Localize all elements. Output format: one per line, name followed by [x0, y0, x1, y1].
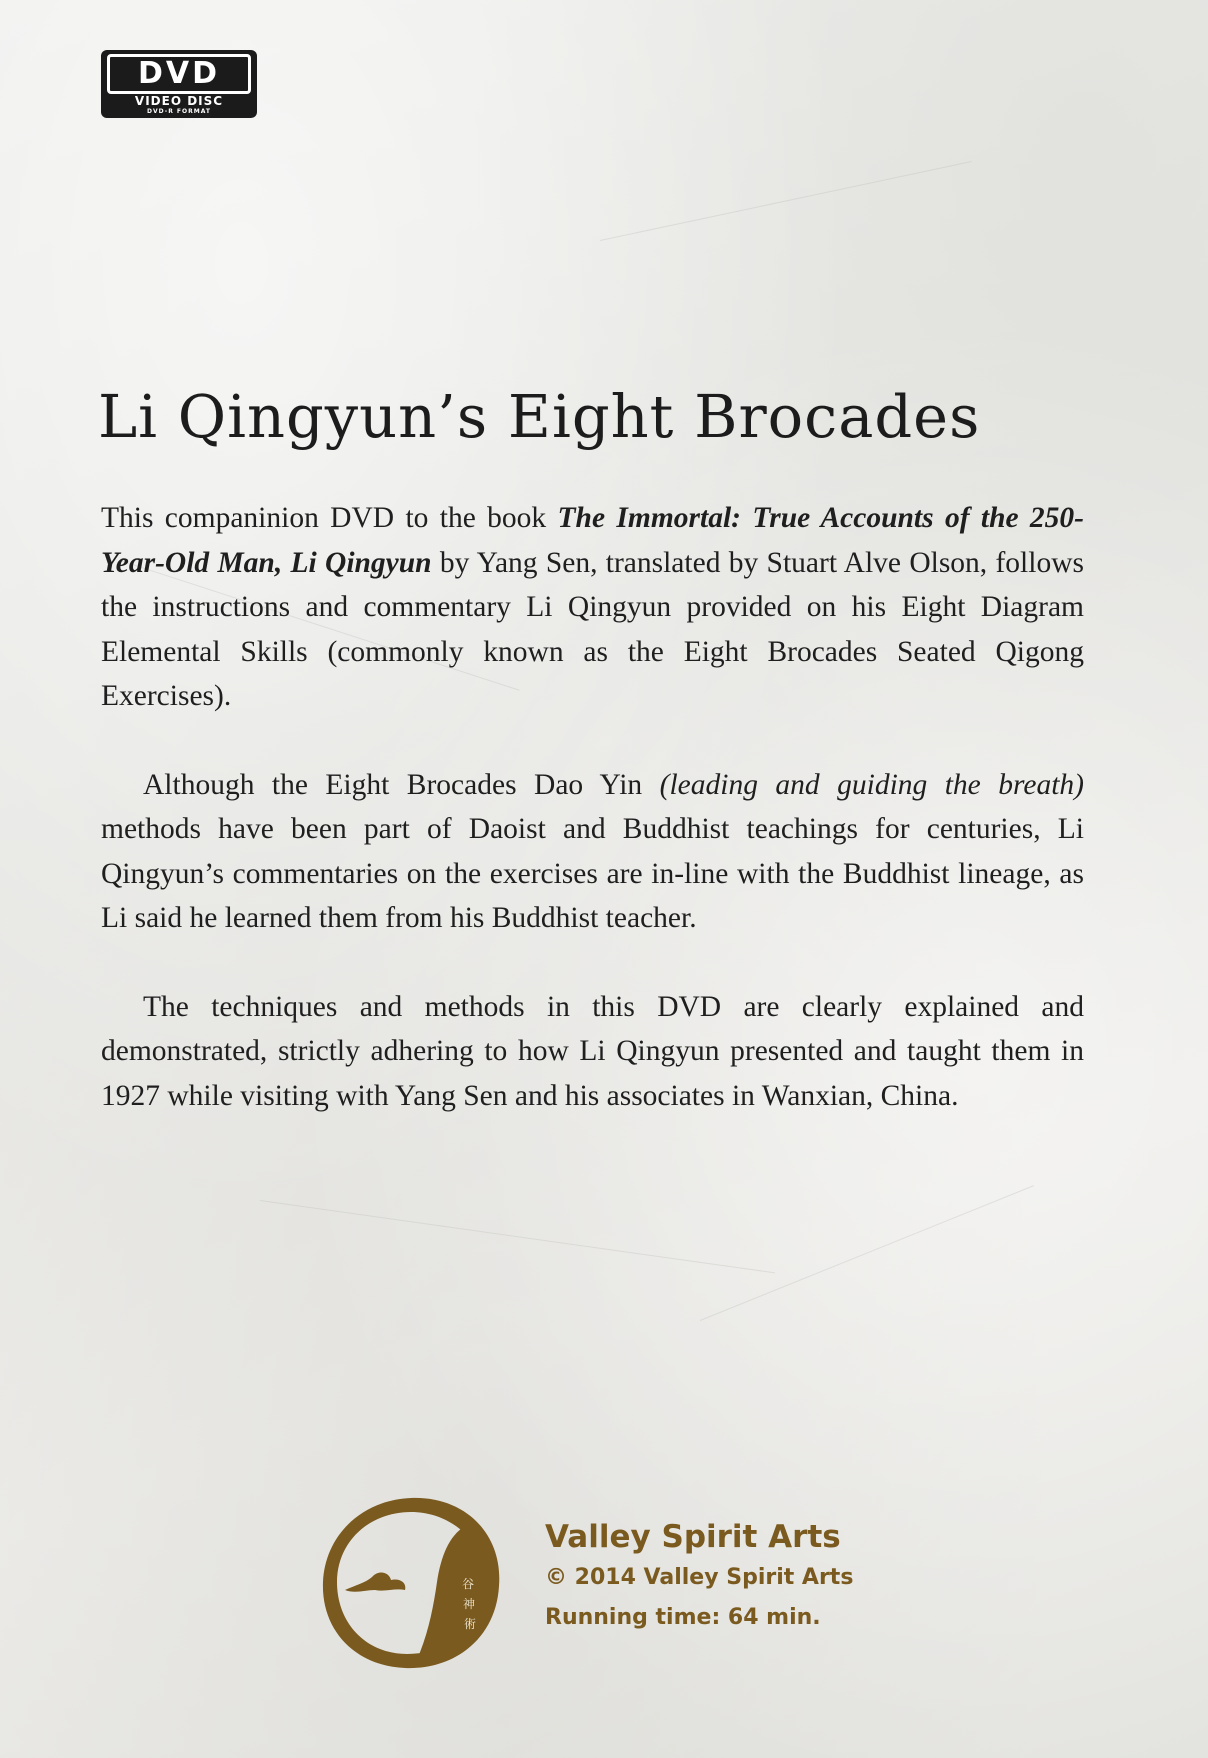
- paragraph-2: [101, 763, 1084, 941]
- paragraph-3: The techniques and methods in this DVD are clearly explained and demonstrated, strictly adhering to how Li Qingyun presented and taught them in 1927 while visiting with Yang Sen and his associates in Wanxian, China.: [101, 990, 1084, 1112]
- seal-graphic: [315, 1490, 507, 1674]
- dvd-video-logo: [101, 50, 257, 118]
- paper-texture: [600, 161, 972, 241]
- page-title: Li Qingyun’s Eight Brocades: [98, 382, 981, 451]
- copyright-notice: © 2014 Valley Spirit Arts: [545, 1565, 854, 1590]
- book-title: The Immortal: True Accounts of the 250-Year-Old Man, Li Qingyun: [101, 502, 1084, 579]
- seal-character-3: 術: [463, 1617, 477, 1631]
- dvd-logo-subtitle: VIDEO DISC: [134, 94, 224, 108]
- paragraph-2-rest: methods have been part of Daoist and Buddhist teachings for centuries, Li Qingyun’s commentaries on the exercises are in-line with the Buddhist lineage, as Li said he learned them from his Buddhist teacher.: [101, 813, 1084, 934]
- seal-character-2: 神: [462, 1597, 476, 1611]
- paragraph-1-rest: by Yang Sen, translated by Stuart Alve Olson, follows the instructions and commentary Li Qingyun provided on his Eight Diagram Elemental Skills (commonly known as the Eight Brocades Seated Qigong Exercises).: [101, 546, 1084, 712]
- seal-character-1: 谷: [461, 1577, 475, 1591]
- paper-texture: [260, 1200, 775, 1273]
- dvd-logo-main: DVD: [107, 54, 251, 94]
- valley-spirit-seal-icon: [315, 1490, 507, 1674]
- dao-yin-gloss: (leading and guiding the breath): [659, 768, 1084, 801]
- dvd-logo-format: DVD-R FORMAT: [147, 108, 211, 115]
- running-time: Running time: 64 min.: [545, 1605, 821, 1630]
- publisher-info: [545, 1516, 1045, 1638]
- paragraph-1: [101, 496, 1084, 719]
- paragraph-2-intro: Although the Eight Brocades Dao Yin: [143, 768, 660, 801]
- publisher-name: Valley Spirit Arts: [545, 1519, 841, 1555]
- paragraph-1-intro: This companinion DVD to the book: [101, 502, 558, 534]
- description-text: [101, 496, 1084, 1162]
- paper-texture: [700, 1185, 1034, 1321]
